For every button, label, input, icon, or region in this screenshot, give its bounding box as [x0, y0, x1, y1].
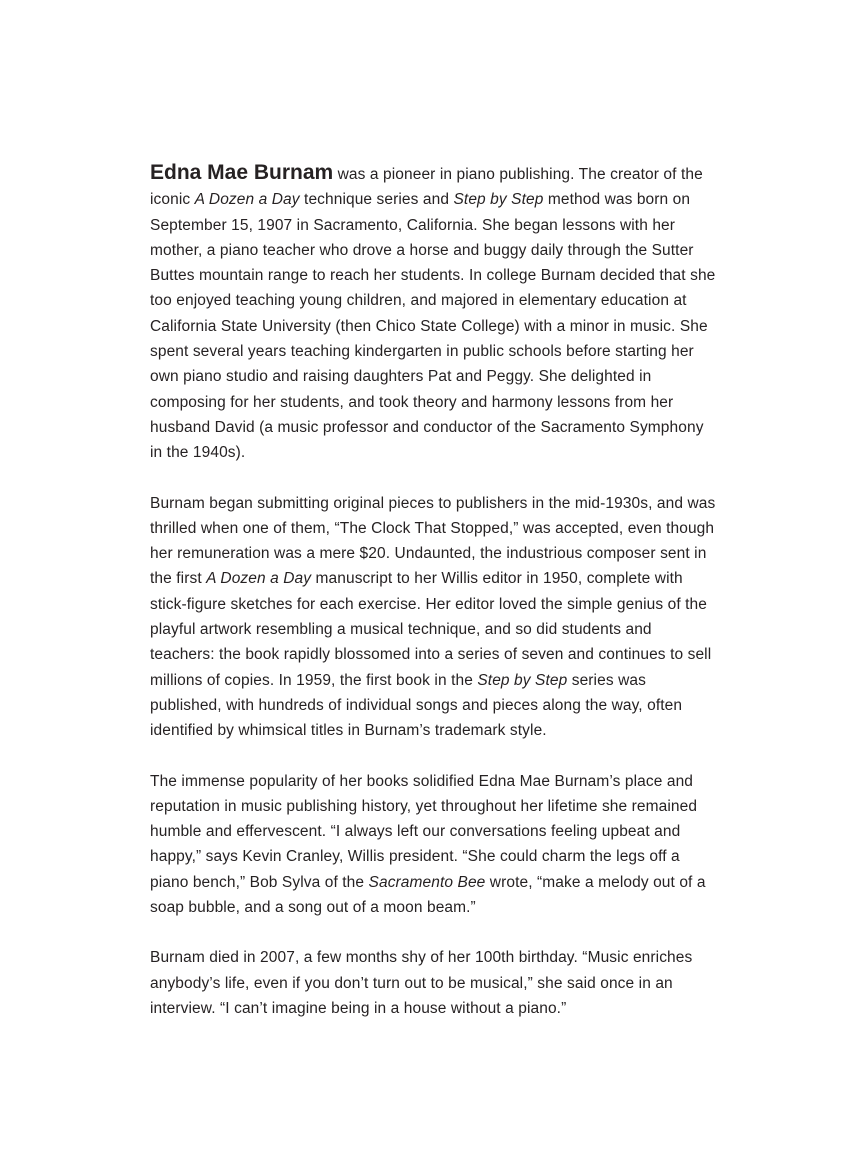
- paragraph: [150, 491, 716, 744]
- subject-name: Edna Mae Burnam: [150, 161, 334, 184]
- text-segment: manuscript to her Willis editor in 1950, complete with stick-figure sketches for each exercise. Her editor loved the simple genius of the playful artwork resembling a musical technique, and so did students and teachers: the book rapidly blossomed into a series of seven and continues to sell millions of copies. In 1959, the first book in the: [150, 570, 712, 689]
- text-segment: series was published, with hundreds of individual songs and pieces along the way, often identified by whimsical titles in Burnam’s trademark style.: [150, 671, 683, 740]
- text-segment: A Dozen a Day: [206, 570, 312, 588]
- text-segment: wrote, “make a melody out of a soap bubble, and a song out of a moon beam.”: [150, 873, 706, 917]
- text-segment: Sacramento Bee: [368, 873, 486, 891]
- article-body: [150, 160, 716, 1021]
- text-segment: was a pioneer in piano publishing. The creator of the iconic: [150, 166, 703, 209]
- paragraph: [150, 160, 716, 466]
- paragraph: [150, 769, 716, 921]
- text-segment: Burnam died in 2007, a few months shy of her 100th birthday. “Music enriches anybody’s life, even if you don’t turn out to be musical,” she said once in an interview. “I can’t imagine being in a house without a piano.”: [150, 949, 693, 1017]
- text-segment: The immense popularity of her books solidified Edna Mae Burnam’s place and reputation in music publishing history, yet throughout her lifetime she remained humble and effervescent. “I always left our conversations feeling upbeat and happy,” says Kevin Cranley, Willis president. “She could charm the legs off a piano bench,” Bob Sylva of the: [150, 772, 698, 891]
- biography-page: [150, 160, 716, 1021]
- text-segment: technique series and: [299, 191, 454, 209]
- text-segment: method was born on September 15, 1907 in Sacramento, California. She began lessons with her mother, a piano teacher who drove a horse and buggy daily through the Sutter Buttes mountain range to reach her students. In college Burnam decided that she too enjoyed teaching young children, and majored in elementary education at California State University (then Chico State College) with a minor in music. She spent several years teaching kindergarten in public schools before starting her own piano studio and raising daughters Pat and Peggy. She delighted in composing for her students, and took theory and harmony lessons from her husband David (a music professor and conductor of the Sacramento Symphony in the 1940s).: [150, 191, 716, 462]
- text-segment: Burnam began submitting original pieces to publishers in the mid-1930s, and was thrilled when one of them, “The Clock That Stopped,” was accepted, even though her remuneration was a mere $20. Undaunted, the industrious composer sent in the first: [150, 494, 716, 588]
- text-segment: A Dozen a Day: [194, 191, 300, 209]
- text-segment: Step by Step: [477, 671, 568, 689]
- paragraph: [150, 945, 716, 1021]
- text-segment: Step by Step: [453, 191, 544, 209]
